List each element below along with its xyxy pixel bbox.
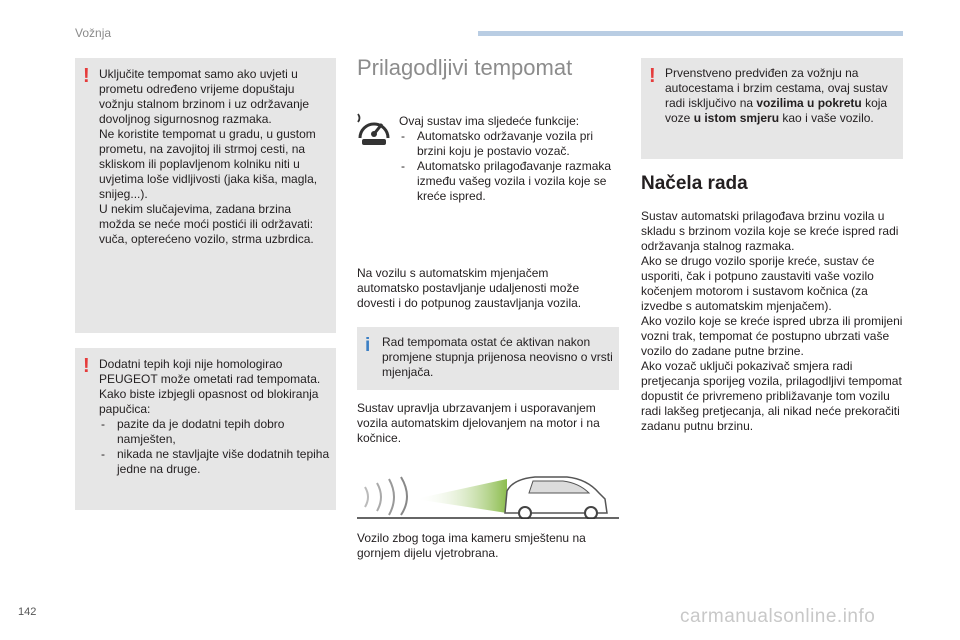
page-title: Prilagodljivi tempomat (357, 55, 573, 80)
text-run: koja voze (665, 96, 888, 125)
emphasis-same-direction: u istom smjeru (693, 111, 780, 125)
text-line: PEUGEOT može ometati rad tempomata. (99, 372, 321, 386)
section-heading: Načela rada (641, 173, 748, 194)
warning-icon: ! (83, 65, 90, 87)
info-box (357, 327, 619, 390)
operating-principles-text: Sustav automatski prilagođava brzinu vozila u skladu s brzinom vozila koje se kreće ispred radi održavanja stalnog razmaka. Ako se drugo vozilo sporije kreće, sustav će usporiti, čak i potpuno zaustaviti vaše vozilo kočenjem motorom i sustavom kočnica (za izvedbe s automatskim mjenjačem). Ako vozilo koje se kreće ispred ubrza ili promijeni vozni trak, tempomat će postupno ubrzati vaše vozilo do zadane putne brzine. Ako vozač uključi pokazivač smjera radi pretjecanja sporijeg vozila, prilagodljivi tempomat dopustit će privremeno približavanje tom vozilu radi lakšeg pretjecanja, ali nikad neće prekoračiti zadanu putnu brzinu. (641, 209, 903, 433)
watermark: carmanualsonline.info (680, 606, 876, 627)
functions-list (399, 129, 614, 204)
floor-mat-list (99, 417, 333, 477)
text-line: Kako biste izbjegli opasnost od blokiranja (99, 387, 319, 401)
info-icon: i (365, 335, 371, 356)
text-line: papučica: (99, 402, 151, 416)
list-item: - Automatsko prilagođavanje razmaka između vašeg vozila i vozila koje se kreće ispred. (399, 159, 614, 204)
text-line: Dodatni tepih koji nije homologirao (99, 357, 283, 371)
warning-icon: ! (83, 355, 90, 377)
functions-intro: Ovaj sustav ima sljedeće funkcije: (399, 114, 580, 128)
text-run: Prvenstveno predviđen za vožnju na autocestama i brzim cestama, ovaj sustav radi isključivo na (665, 66, 888, 110)
text-line: dovoljnog sigurnosnog razmaka. (99, 112, 272, 126)
text-run: kao i vaše vozilo. (779, 111, 874, 125)
paragraph-automatic: Na vozilu s automatskim mjenjačem automatsko postavljanje udaljenosti može dovesti i do potpunog zaustavljanja vozila. (357, 266, 582, 310)
adaptive-cruise-icon (356, 112, 392, 148)
text-line: skliskom ili poplavljenom kolniku niti u (99, 157, 300, 171)
text-line: Uključite tempomat samo ako uvjeti u (99, 67, 298, 81)
section-title: Vožnja (75, 26, 112, 40)
text-line: uvjetima loše vidljivosti (jaka kiša, magla, (99, 172, 318, 186)
text-line: prometu, na zavojitoj ili strmoj cesti, na (99, 142, 306, 156)
header-rule (478, 31, 903, 36)
text-line: prometu određeno vrijeme dopuštaju (99, 82, 295, 96)
warning-text (665, 66, 899, 126)
text-line: snijeg...). (99, 187, 148, 201)
list-item: - pazite da je dodatni tepih dobro namješten, (99, 417, 333, 447)
text-line: Ne koristite tempomat u gradu, u gustom (99, 127, 316, 141)
list-item: - Automatsko održavanje vozila pri brzini koju je postavio vozač. (399, 129, 614, 159)
warning-box-speed-conditions (75, 58, 336, 333)
text-line: U nekim slučajevima, zadana brzina (99, 202, 292, 216)
list-item: - nikada ne stavljajte više dodatnih tepiha jedne na druge. (99, 447, 333, 477)
warning-text (99, 357, 333, 477)
paragraph-control: Sustav upravlja ubrzavanjem i usporavanjem vozila automatskim djelovanjem na motor i na kočnice. (357, 401, 600, 445)
car-radar-illustration (357, 469, 619, 519)
functions-block (399, 114, 614, 204)
emphasis-moving-vehicles: vozilima u pokretu (756, 96, 862, 110)
warning-box-floor-mat (75, 348, 336, 510)
paragraph-camera: Vozilo zbog toga ima kameru smještenu na gornjem dijelu vjetrobrana. (357, 531, 586, 560)
text-line: možda se neće moći postići ili održavati: (99, 217, 314, 231)
info-text: Rad tempomata ostat će aktivan nakon promjene stupnja prijenosa neovisno o vrsti mjenjača. (382, 335, 613, 379)
warning-icon: ! (649, 65, 656, 87)
warning-text (99, 67, 333, 247)
text-line: vožnju stalnom brzinom i uz održavanje (99, 97, 310, 111)
text-line: vuča, opterećeno vozilo, strma uzbrdica. (99, 232, 314, 246)
page-number: 142 (18, 606, 37, 618)
warning-box-usage (641, 58, 903, 159)
